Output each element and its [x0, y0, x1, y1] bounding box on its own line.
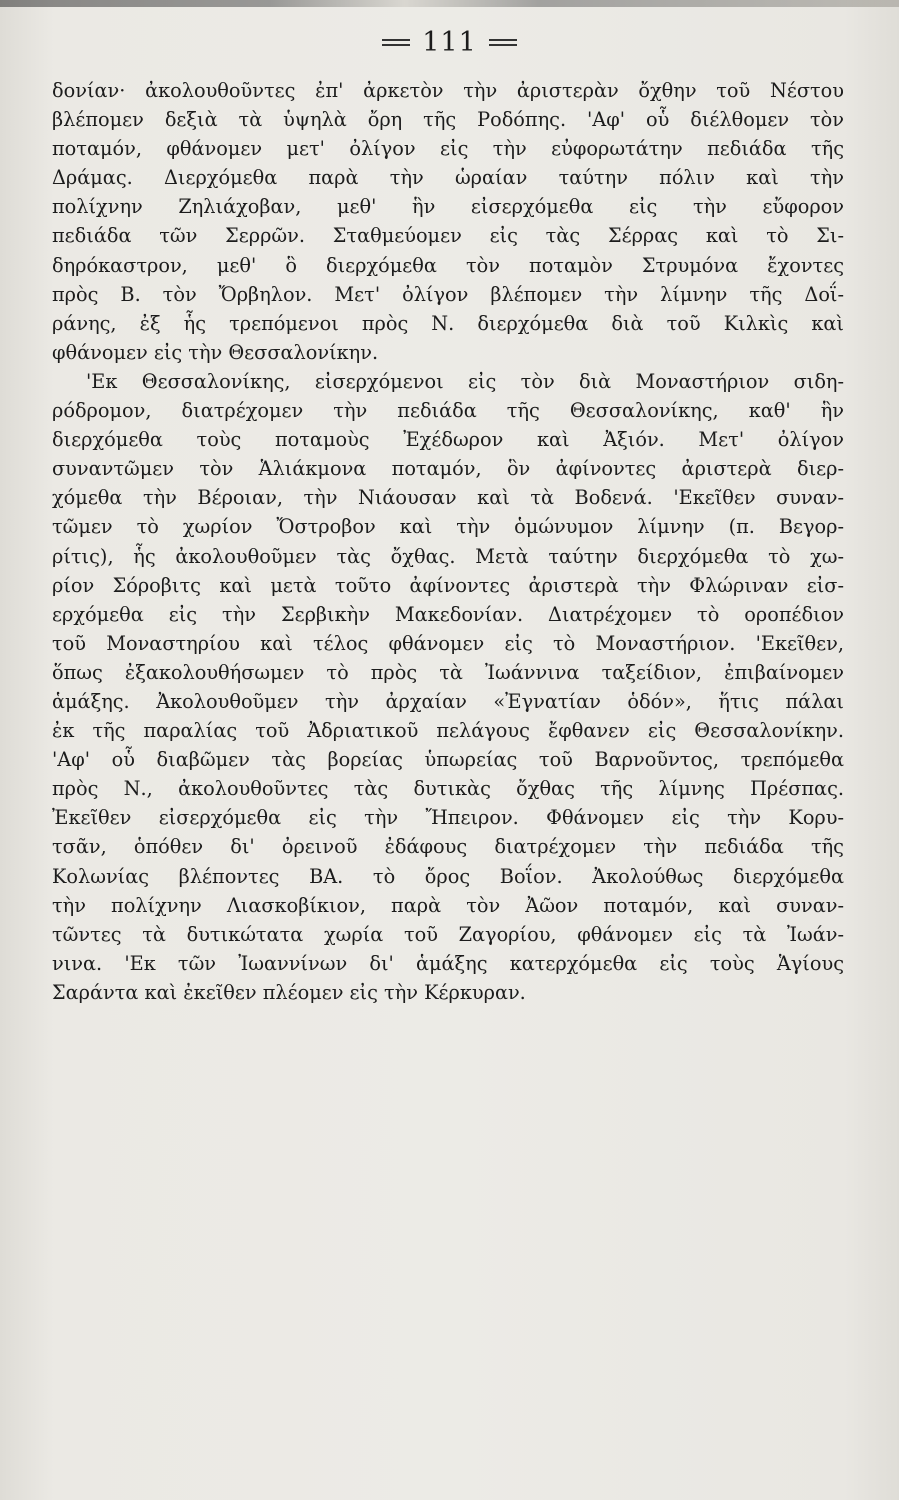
text-line: ποταμόν, φθάνομεν μετ' ὀλίγον εἰς τὴν εὐφορωτάτην πεδιάδα τῆς: [52, 137, 844, 161]
header-rule-left: [382, 39, 410, 46]
text-line: πρὸς Β. τὸν Ὄρβηλον. Μετ' ὀλίγον βλέπομεν τὴν λίμνην τῆς Δοΐ-: [52, 282, 844, 306]
text-line: ρίον Σόροβιτς καὶ μετὰ τοῦτο ἀφίνοντες ἀριστερὰ τὴν Φλώριναν εἰσ-: [52, 573, 844, 597]
text-line: πεδιάδα τῶν Σερρῶν. Σταθμεύομεν εἰς τὰς Σέρρας καὶ τὸ Σι-: [52, 224, 844, 248]
text-line: διερχόμεθα τοὺς ποταμοὺς Ἐχέδωρον καὶ Ἀξιόν. Μετ' ὀλίγον: [52, 428, 844, 452]
text-line: πολίχνην Ζηλιάχοβαν, μεθ' ἣν εἰσερχόμεθα εἰς τὴν εὔφορον: [52, 195, 844, 219]
paragraph: [52, 367, 844, 1007]
text-line: πρὸς Ν., ἀκολουθοῦντες τὰς δυτικὰς ὄχθας τῆς λίμνης Πρέσπας.: [52, 777, 844, 801]
text-line: δηρόκαστρον, μεθ' ὃ διερχόμεθα τὸν ποταμὸν Στρυμόνα ἔχοντες: [52, 253, 844, 277]
body-text: [52, 76, 844, 1007]
text-line: ερχόμεθα εἰς τὴν Σερβικὴν Μακεδονίαν. Διατρέχομεν τὸ οροπέδιον: [52, 602, 844, 626]
text-line: ρίτις), ἧς ἀκολουθοῦμεν τὰς ὄχθας. Μετὰ ταύτην διερχόμεθα τὸ χω-: [52, 544, 844, 568]
text-line: τσᾶν, ὁπόθεν δι' ὀρεινοῦ ἐδάφους διατρέχομεν τὴν πεδιάδα τῆς: [52, 835, 844, 859]
paragraph: [52, 76, 844, 367]
text-line: ἁμάξης. Ἀκολουθοῦμεν τὴν ἀρχαίαν «Ἐγνατίαν ὁδόν», ἥτις πάλαι: [52, 689, 844, 713]
text-line: Δράμας. Διερχόμεθα παρὰ τὴν ὡραίαν ταύτην πόλιν καὶ τὴν: [52, 166, 844, 190]
text-line: βλέπομεν δεξιὰ τὰ ὑψηλὰ ὄρη τῆς Ροδόπης. 'Αφ' οὗ διέλθομεν τὸν: [52, 108, 844, 132]
page-header: [0, 22, 899, 62]
text-line: τοῦ Μοναστηρίου καὶ τέλος φθάνομεν εἰς τὸ Μοναστήριον. 'Εκεῖθεν,: [52, 631, 844, 655]
text-line: ράνης, ἐξ ἧς τρεπόμενοι πρὸς Ν. διερχόμεθα διὰ τοῦ Κιλκὶς καὶ: [52, 311, 844, 335]
text-line: ἐκ τῆς παραλίας τοῦ Ἀδριατικοῦ πελάγους ἔφθανεν εἰς Θεσσαλονίκην.: [52, 719, 844, 743]
text-line: νινα. 'Εκ τῶν Ἰωαννίνων δι' ἁμάξης κατερχόμεθα εἰς τοὺς Ἁγίους: [52, 951, 844, 975]
text-line: ὅπως ἐξακολουθήσωμεν τὸ πρὸς τὰ Ἰωάννινα ταξείδιον, ἐπιβαίνομεν: [52, 660, 844, 684]
text-line: 'Αφ' οὗ διαβῶμεν τὰς βορείας ὑπωρείας τοῦ Βαρνοῦντος, τρεπόμεθα: [52, 748, 844, 772]
header-rule-right: [489, 39, 517, 46]
text-line: Σαράντα καὶ ἐκεῖθεν πλέομεν εἰς τὴν Κέρκυραν.: [52, 980, 526, 1004]
text-line: τῶμεν τὸ χωρίον Ὄστροβον καὶ τὴν ὁμώνυμον λίμνην (π. Βεγορ-: [52, 515, 844, 539]
page-top-edge: [0, 0, 899, 7]
text-line: φθάνομεν εἰς τὴν Θεσσαλονίκην.: [52, 340, 379, 364]
text-line: 'Εκ Θεσσαλονίκης, εἰσερχόμενοι εἰς τὸν διὰ Μοναστήριον σιδη-: [86, 369, 844, 393]
text-line: χόμεθα τὴν Βέροιαν, τὴν Νιάουσαν καὶ τὰ Βοδενά. 'Εκεῖθεν συναν-: [52, 486, 844, 510]
text-line: δονίαν· ἀκολουθοῦντες ἐπ' ἀρκετὸν τὴν ἀριστερὰν ὄχθην τοῦ Νέστου: [52, 79, 844, 102]
text-line: Κολωνίας βλέποντες ΒΑ. τὸ ὄρος Βοΐον. Ἀκολούθως διερχόμεθα: [52, 864, 844, 888]
text-line: ρόδρομον, διατρέχομεν τὴν πεδιάδα τῆς Θεσσαλονίκης, καθ' ἣν: [52, 399, 844, 423]
text-line: τῶντες τὰ δυτικώτατα χωρία τοῦ Ζαγορίου, φθάνομεν εἰς τὰ Ἰωάν-: [52, 922, 844, 946]
text-line: Ἐκεῖθεν εἰσερχόμεθα εἰς τὴν Ἤπειρον. Φθάνομεν εἰς τὴν Κορυ-: [52, 806, 844, 830]
page-number: 111: [422, 26, 477, 58]
text-line: τὴν πολίχνην Λιασκοβίκιον, παρὰ τὸν Ἀῶον ποταμόν, καὶ συναν-: [52, 893, 844, 917]
text-line: συναντῶμεν τὸν Ἁλιάκμονα ποταμόν, ὃν ἀφίνοντες ἀριστερὰ διερ-: [52, 457, 844, 481]
